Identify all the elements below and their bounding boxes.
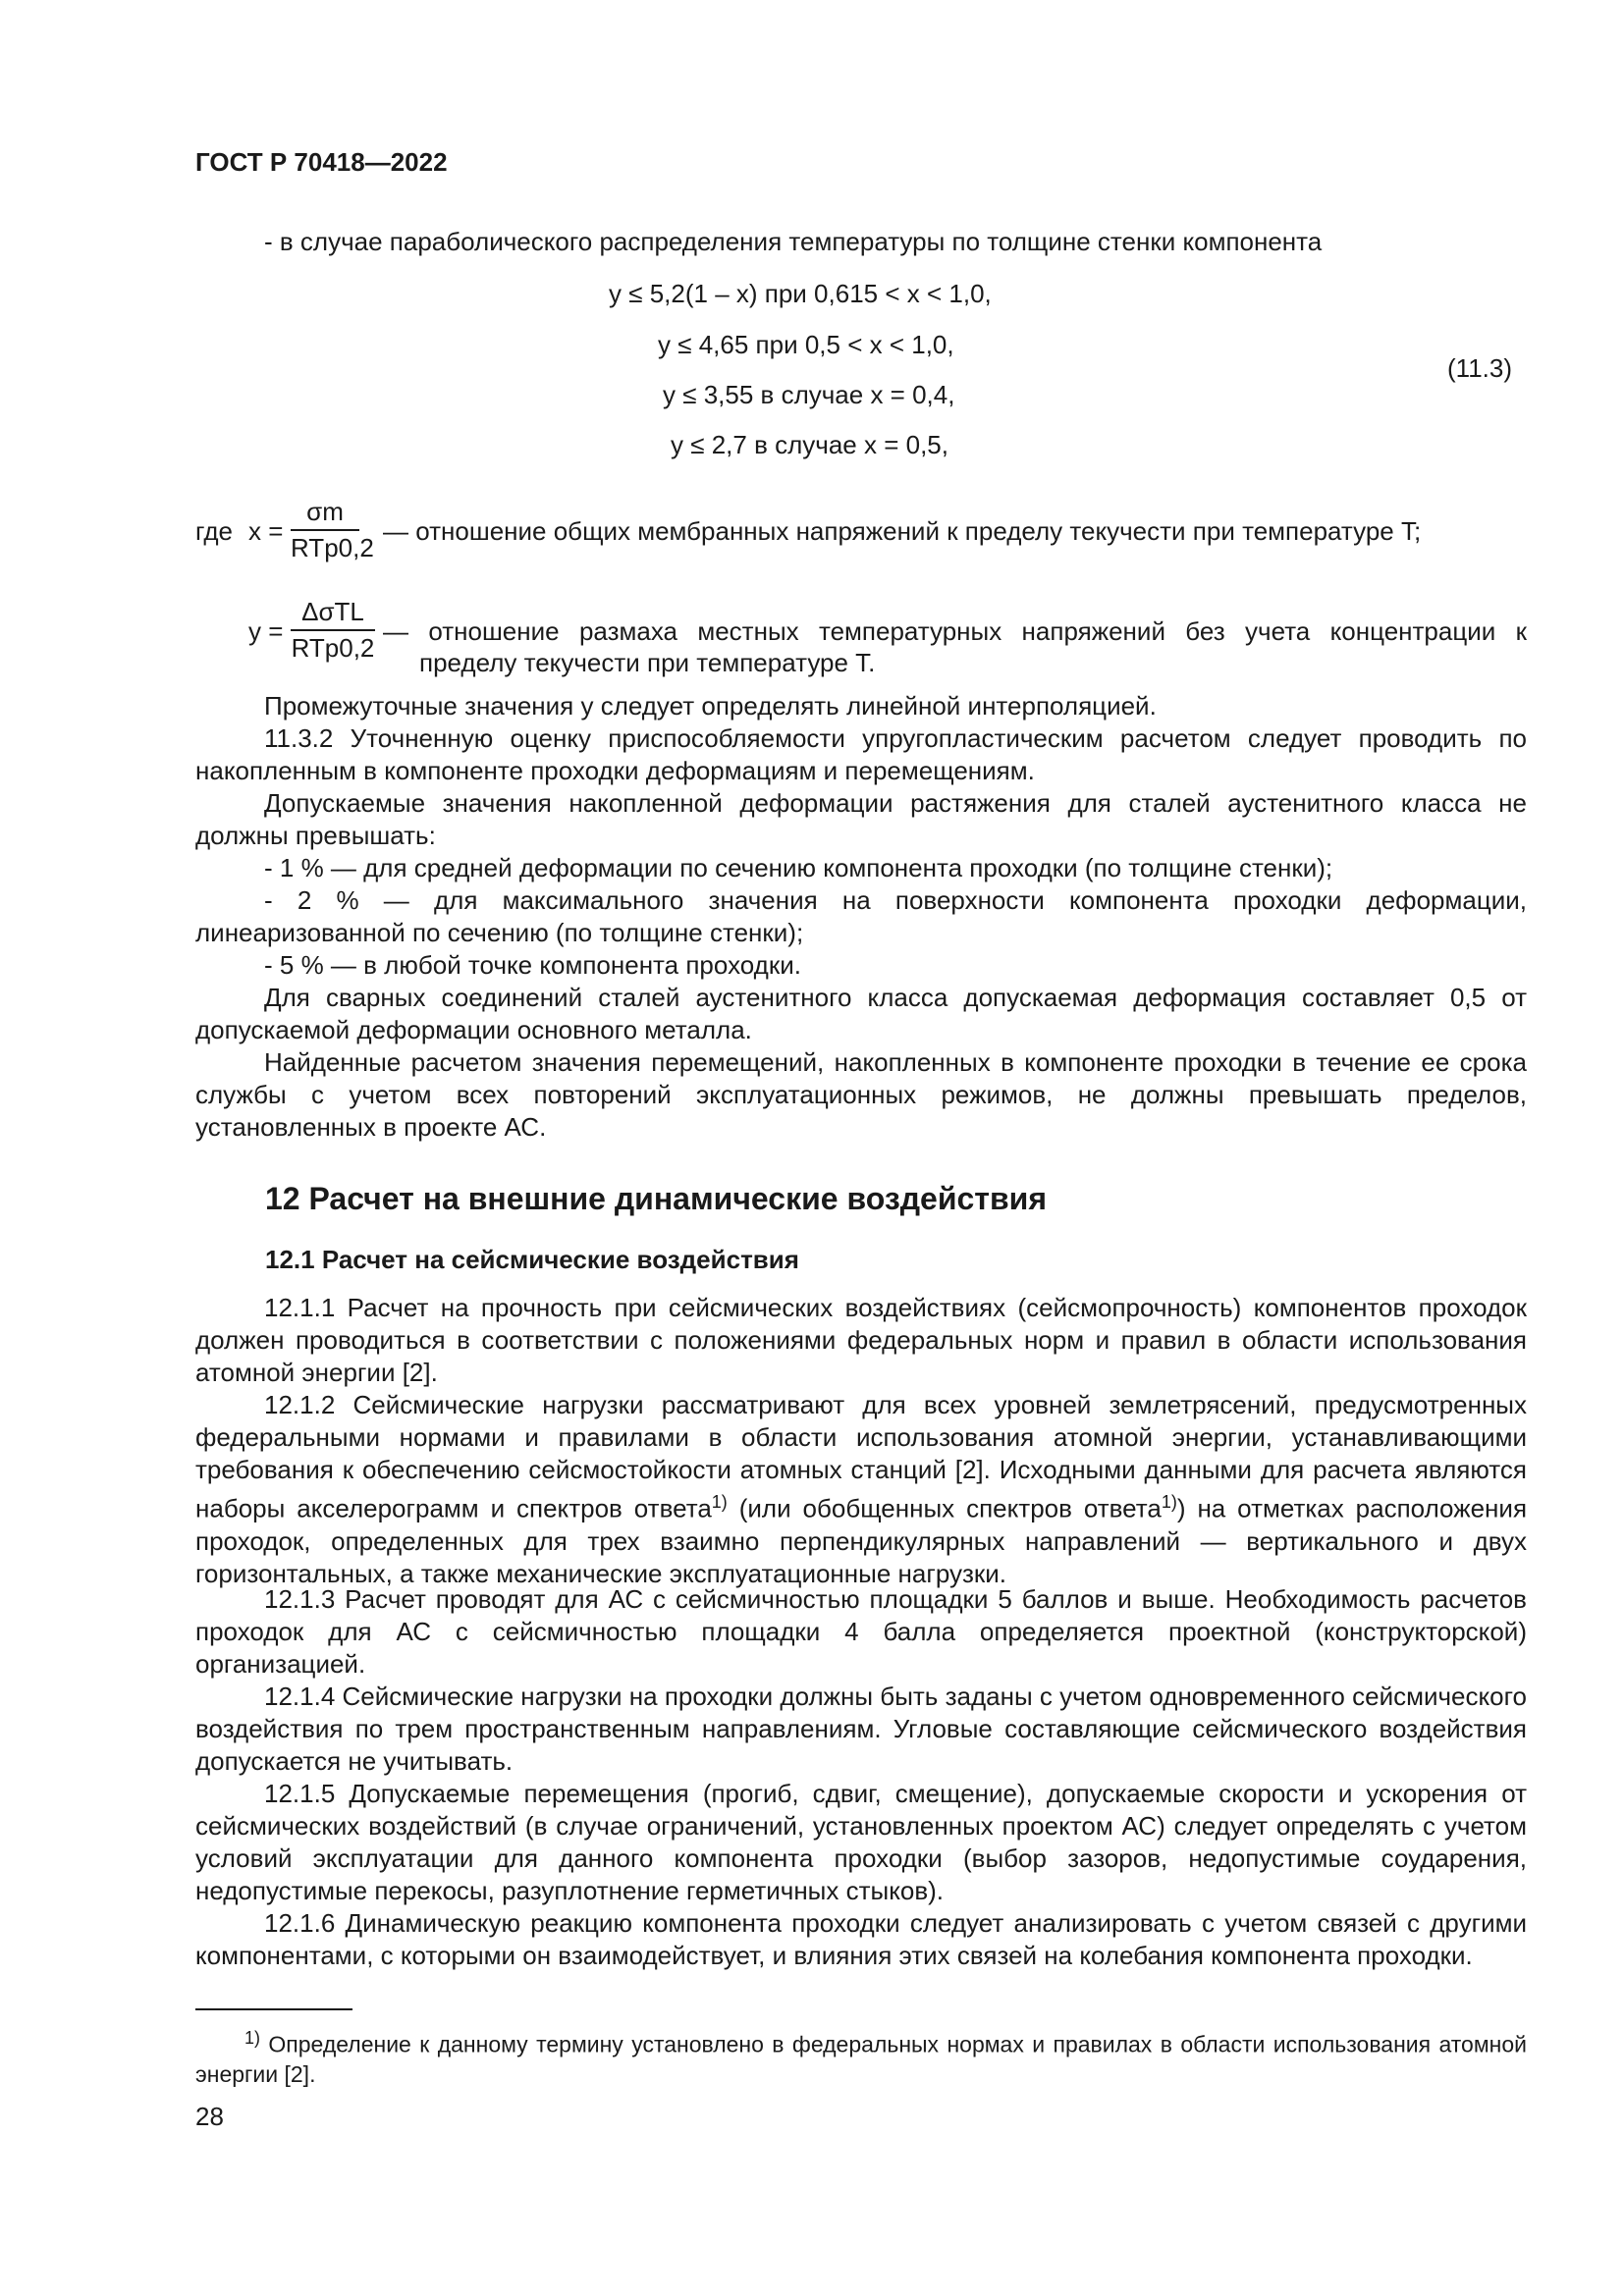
equation-line-2: y ≤ 4,65 при 0,5 < x < 1,0, — [658, 330, 954, 359]
y-fraction — [291, 597, 375, 664]
x-lhs: x = — [248, 516, 284, 546]
footnote — [195, 2023, 1527, 2089]
equation-line-4: y ≤ 2,7 в случае x = 0,5, — [671, 430, 948, 459]
equation-line-3: y ≤ 3,55 в случае x = 0,4, — [663, 380, 955, 409]
list-item-1-percent: - 1 % — для средней деформации по сечению компонента проходки (по толщине стенки); — [264, 853, 1333, 882]
list-item-5-percent: - 5 % — в любой точке компонента проходки. — [264, 950, 801, 980]
y-lhs: y = — [248, 616, 284, 646]
footnote-separator — [195, 2008, 352, 2010]
x-denominator: RTp0,2 — [291, 533, 374, 562]
equation-line-1: y ≤ 5,2(1 – x) при 0,615 < x < 1,0, — [609, 279, 992, 308]
fraction-bar — [291, 529, 359, 531]
footnote-text: Определение к данному термину установлено в федеральных нормах и правилах в области использования атомной энергии [2]. — [195, 2031, 1527, 2087]
paragraph-displacements: Найденные расчетом значения перемещений, накопленных в компоненте проходки в течение ее срока службы с учетом всех повторений эксплуатационных режимов, не должны превышать пределов, установленных в проекте АС. — [195, 1047, 1527, 1142]
footnote-reference: 1) — [1161, 1492, 1177, 1512]
page-number: 28 — [195, 2102, 224, 2131]
paragraph-12-1-2-part-2: (или обобщенных спектров ответа — [727, 1493, 1162, 1523]
footnote-mark: 1) — [244, 2028, 261, 2048]
y-description-line-2: пределу текучести при температуре T. — [419, 648, 876, 677]
document-code-header: ГОСТ Р 70418—2022 — [195, 147, 448, 177]
x-numerator: σm — [306, 497, 344, 526]
paragraph-interpolation: Промежуточные значения y следует определять линейной интерполяцией. — [264, 691, 1157, 721]
list-item-2-percent: - 2 % — для максимального значения на поверхности компонента проходки деформации, линеаризованной по сечению (по толщине стенки); — [195, 885, 1527, 947]
section-12-1-heading: 12.1 Расчет на сейсмические воздействия — [265, 1245, 799, 1274]
footnote-reference: 1) — [711, 1492, 728, 1512]
where-label: где — [195, 516, 233, 546]
paragraph-12-1-4: 12.1.4 Сейсмические нагрузки на проходки должны быть заданы с учетом одновременного сейсмического воздействия по трем пространственным направлениям. Угловые составляющие сейсмического воздействия допускается не учитывать. — [195, 1682, 1527, 1776]
paragraph-welded-joints: Для сварных соединений сталей аустенитного класса допускаемая деформация составляет 0,5 от допускаемой деформации основного металла. — [195, 983, 1527, 1044]
y-description-line-1: — отношение размаха местных температурных напряжений без учета концентрации к — [383, 616, 1527, 646]
paragraph-12-1-3: 12.1.3 Расчет проводят для АС с сейсмичностью площадки 5 баллов и выше. Необходимость расчетов проходок для АС с сейсмичностью площадки 4 балла определяется проектной (конструкторской) организацией. — [195, 1584, 1527, 1679]
intro-paragraph: - в случае параболического распределения температуры по толщине стенки компонента — [264, 227, 1323, 256]
paragraph-12-1-2 — [195, 1389, 1527, 1590]
paragraph-allowable-strain: Допускаемые значения накопленной деформации растяжения для сталей аустенитного класса не должны превышать: — [195, 788, 1527, 850]
paragraph-12-1-5: 12.1.5 Допускаемые перемещения (прогиб, сдвиг, смещение), допускаемые скорости и ускорения от сейсмических воздействий (в случае ограничений, установленных проектом АС) следует определять с учетом условий эксплуатации для данного компонента проходки (выбор зазоров, недопустимые соударения, недопустимые перекосы, разуплотнение герметичных стыков). — [195, 1779, 1527, 1905]
paragraph-12-1-6: 12.1.6 Динамическую реакцию компонента проходки следует анализировать с учетом связей с другими компонентами, с которыми он взаимодействует, и влияния этих связей на колебания компонента проходки. — [195, 1908, 1527, 1970]
fraction-bar — [291, 629, 375, 631]
x-description: — отношение общих мембранных напряжений к пределу текучести при температуре T; — [383, 516, 1422, 546]
paragraph-12-1-2-part-3: ) на отметках расположения проходок, определенных для трех взаимно перпендикулярных направлений — вертикального и двух горизонтальных, а также механические эксплуатационные нагрузки. — [195, 1493, 1528, 1588]
y-numerator: ΔσTL — [301, 597, 364, 626]
paragraph-11-3-2: 11.3.2 Уточненную оценку приспособляемости упругопластическим расчетом следует проводить по накопленным в компоненте проходки деформациям и перемещениям. — [195, 723, 1527, 785]
y-denominator: RTp0,2 — [291, 633, 375, 663]
paragraph-12-1-2-part-1: 12.1.2 Сейсмические нагрузки рассматривают для всех уровней землетрясений, предусмотренных федеральными нормами и правилами в области использования атомной энергии, устанавливающими требования к обеспечению сейсмостойкости атомных станций [2]. Исходными данными для расчета являются наборы акселерограмм и спектров ответа — [195, 1390, 1527, 1523]
paragraph-12-1-1: 12.1.1 Расчет на прочность при сейсмических воздействиях (сейсмопрочность) компонентов проходок должен проводиться в соответствии с положениями федеральных норм и правил в области использования атомной энергии [2]. — [195, 1293, 1527, 1387]
section-12-heading: 12 Расчет на внешние динамические воздействия — [265, 1181, 1047, 1216]
equation-number: (11.3) — [1447, 353, 1512, 383]
x-fraction — [291, 497, 374, 563]
